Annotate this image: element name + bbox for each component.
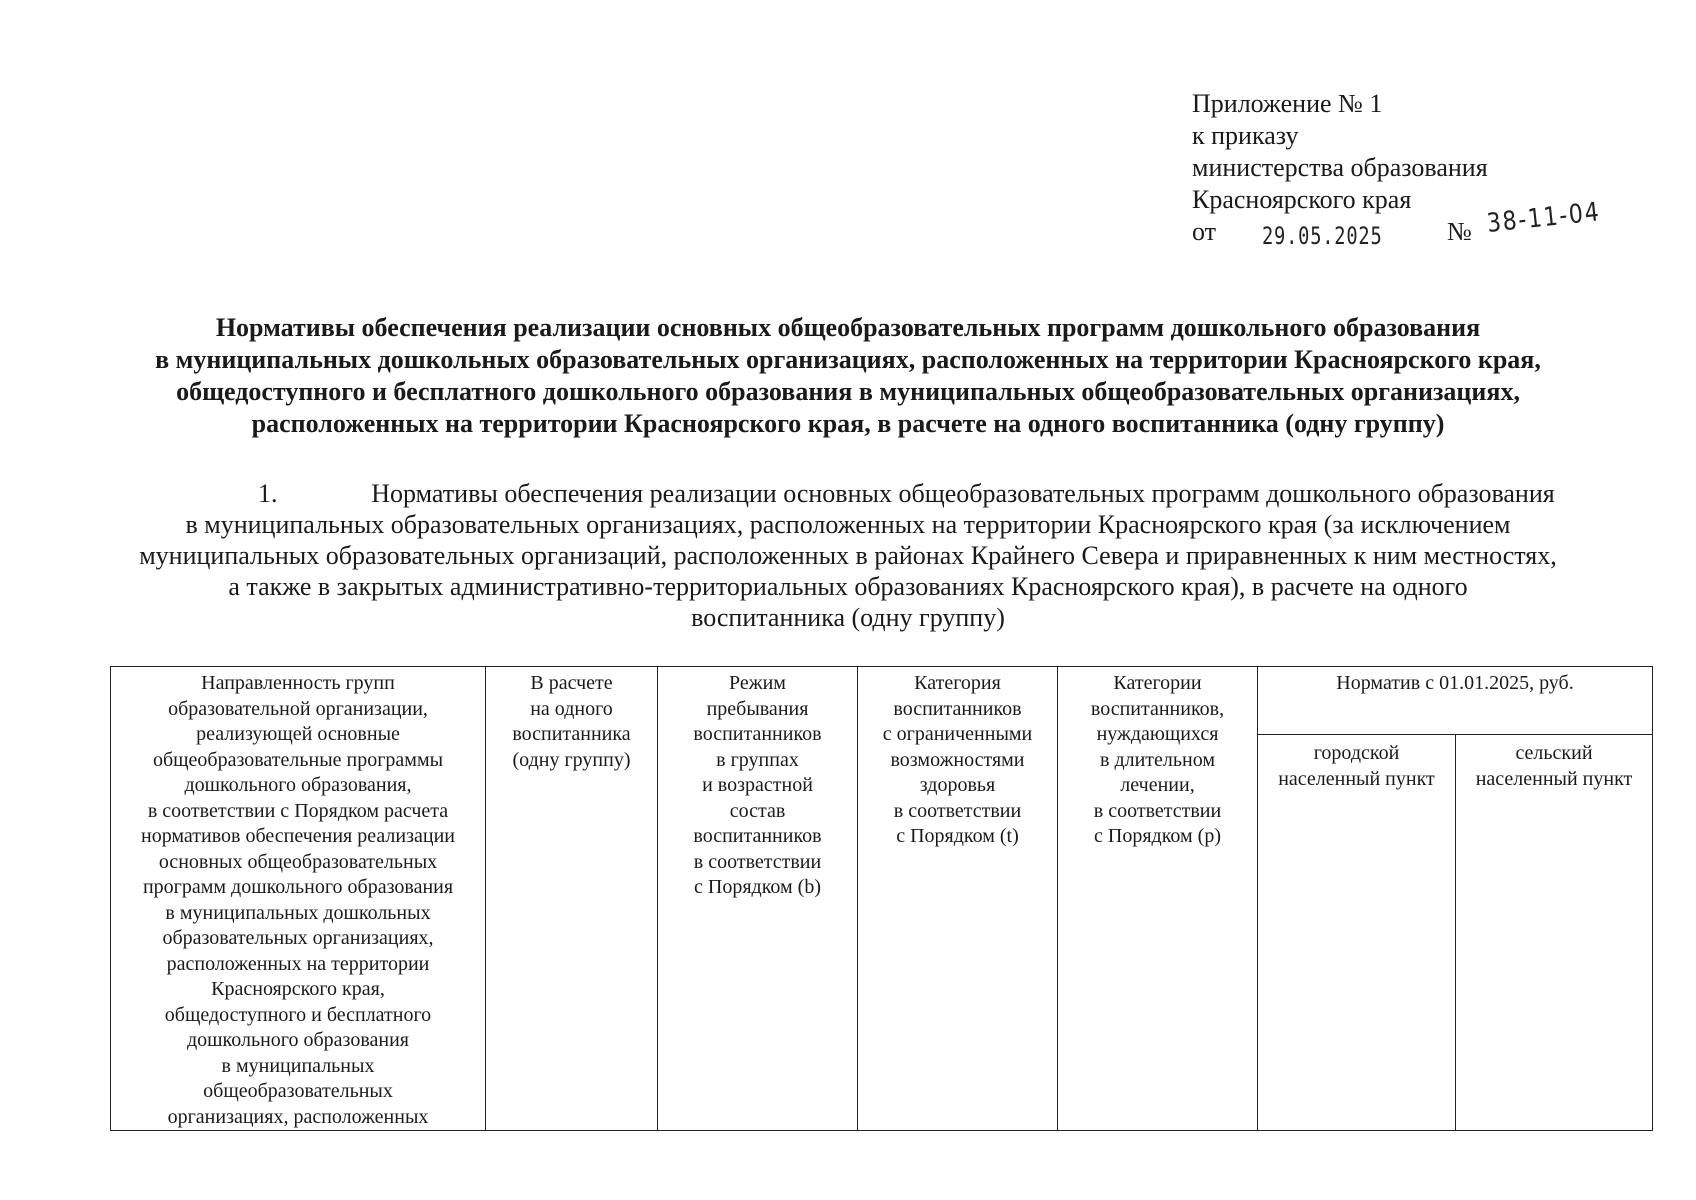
title-line: общедоступного и бесплатного дошкольного образования в муниципальных общеобразовательных организациях, (176, 377, 1520, 406)
section-heading-line (60, 478, 1636, 509)
order-number: 38-11-04 (1485, 197, 1602, 239)
number-sign: № (1447, 217, 1472, 246)
section-1-heading (60, 478, 1636, 633)
section-heading-line: воспитанника (одну группу) (691, 603, 1005, 632)
appendix-order-ref: к приказу (1192, 121, 1299, 150)
from-label: от (1192, 217, 1217, 246)
appendix-title: Приложение № 1 (1192, 89, 1383, 118)
header-direction: Направленность групп образовательной организации, реализующей основные общеобразовательные программы дошкольного образования, в соответствии с Порядком расчета нормативов обеспечения реализации основных общеобразовательных программ дошкольного образования в муниципальных дошкольных образовательных организациях, расположенных на территории Красноярского края, общедоступного и бесплатного дошкольного образования в муниципальных общеобразовательных организациях, расположенных (111, 667, 486, 1131)
title-line: расположенных на территории Красноярского края, в расчете на одного воспитанника (одну группу) (251, 409, 1445, 438)
header-category-ovz: Категория воспитанников с ограниченными возможностями здоровья в соответствии с Порядком (t) (858, 667, 1058, 1131)
header-per-child: В расчете на одного воспитанника (одну группу) (486, 667, 658, 1131)
header-category-long-treatment: Категории воспитанников, нуждающихся в длительном лечении, в соответствии с Порядком (p) (1058, 667, 1258, 1131)
norms-table (110, 666, 1653, 1131)
section-number: 1. (258, 479, 278, 508)
header-norm: Норматив с 01.01.2025, руб. (1258, 667, 1653, 735)
title-line: в муниципальных дошкольных образовательных организациях, расположенных на территории Красноярского края, (155, 345, 1541, 374)
header-urban: городской населенный пункт (1258, 735, 1456, 1131)
header-rural: сельский населенный пункт (1456, 735, 1653, 1131)
title-line: Нормативы обеспечения реализации основных общеобразовательных программ дошкольного образования (215, 313, 1481, 342)
appendix-block (1192, 88, 1602, 250)
section-heading-line: а также в закрытых административно-территориальных образованиях Красноярского края), в расчете на одного (228, 572, 1468, 601)
document-title (60, 312, 1636, 440)
header-mode: Режим пребывания воспитанников в группах и возрастной состав воспитанников в соответствии с Порядком (b) (658, 667, 858, 1131)
section-heading-line: в муниципальных образовательных организациях, расположенных на территории Красноярского края (за исключением (185, 510, 1511, 539)
order-date: 29.05.2025 (1262, 222, 1383, 250)
appendix-ministry: министерства образования (1192, 153, 1488, 182)
table-header-row (111, 667, 1653, 735)
appendix-region: Красноярского края (1192, 185, 1412, 214)
section-heading-line: муниципальных образовательных организаций, расположенных в районах Крайнего Севера и приравненных к ним местностях, (139, 541, 1557, 570)
section-heading-text: Нормативы обеспечения реализации основных общеобразовательных программ дошкольного образования (371, 479, 1555, 508)
